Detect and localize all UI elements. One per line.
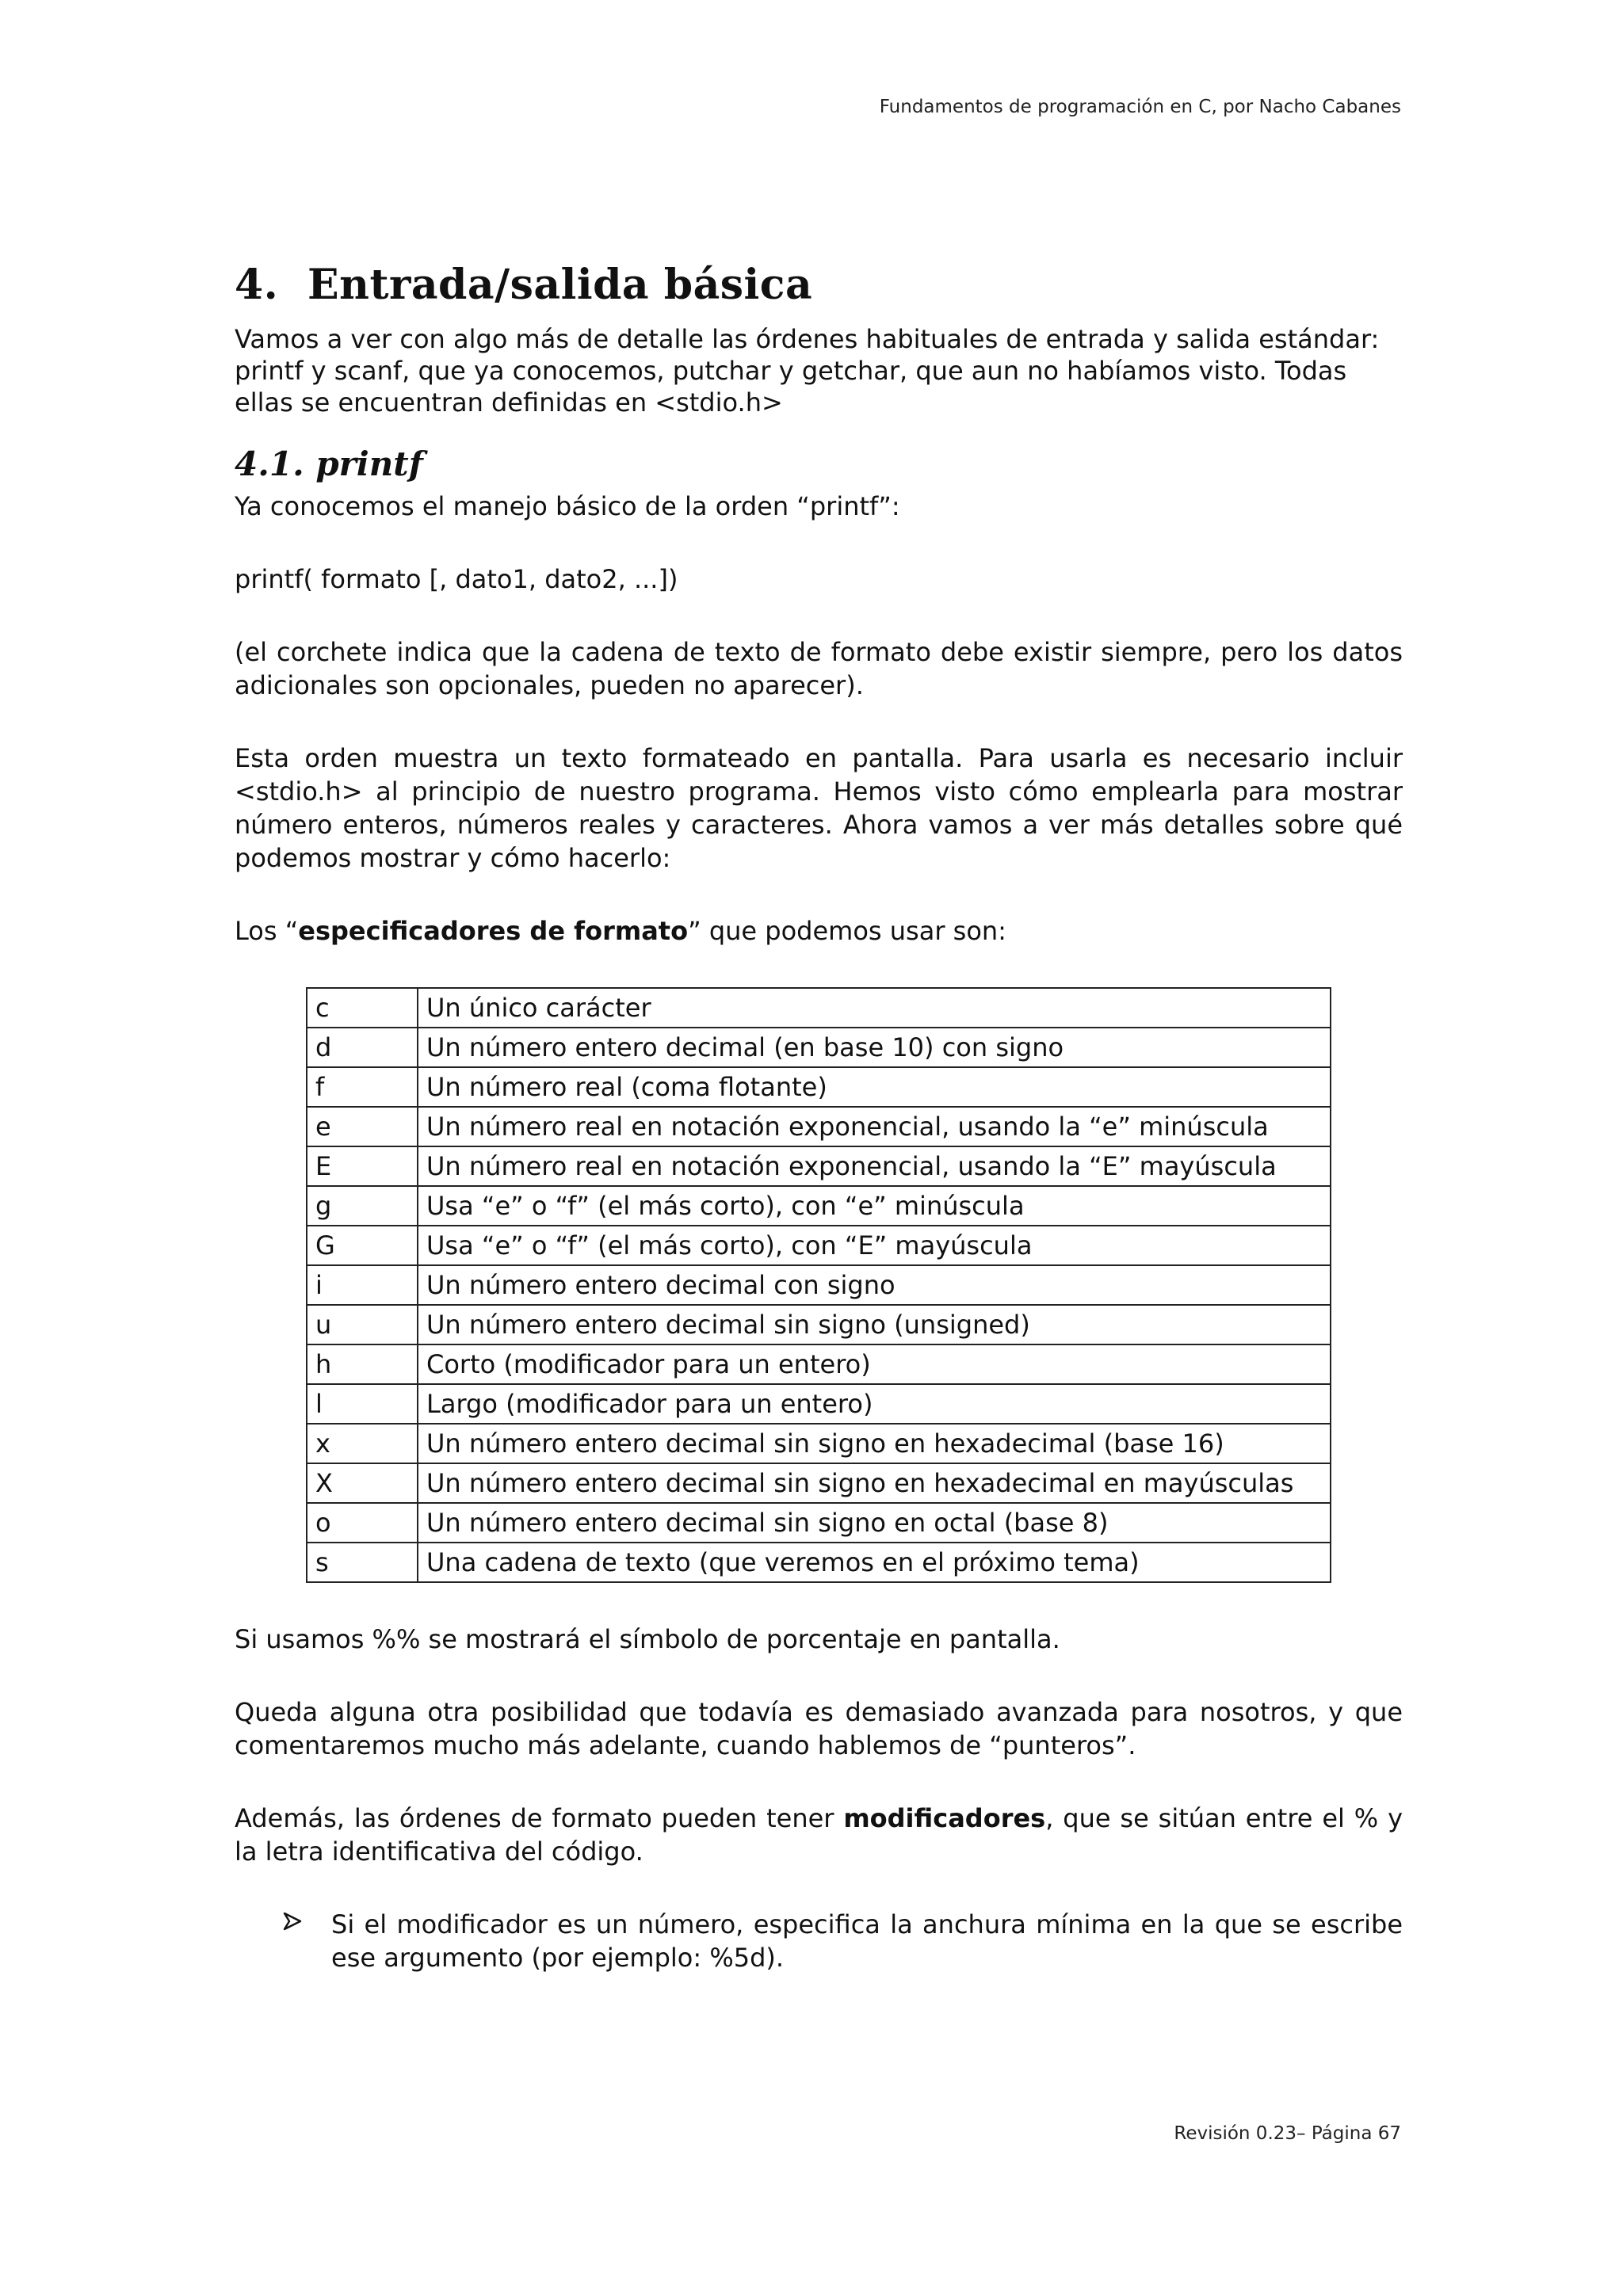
table-row bbox=[307, 1226, 1331, 1265]
specifier-description: Corto (modificador para un entero) bbox=[418, 1344, 1331, 1384]
table-row bbox=[307, 1067, 1331, 1107]
specifier-code: c bbox=[307, 988, 418, 1028]
table-row bbox=[307, 1107, 1331, 1146]
chapter-number: 4. bbox=[235, 261, 279, 309]
specifier-description: Un número entero decimal sin signo en octal (base 8) bbox=[418, 1503, 1331, 1543]
table-row bbox=[307, 988, 1331, 1028]
table-row bbox=[307, 1424, 1331, 1463]
printf-syntax: printf( formato [, dato1, dato2, ...]) bbox=[235, 564, 678, 595]
specifier-description: Un número real en notación exponencial, usando la “E” mayúscula bbox=[418, 1146, 1331, 1186]
table-row bbox=[307, 1305, 1331, 1344]
table-row bbox=[307, 1265, 1331, 1305]
text-fragment: Los “ bbox=[235, 916, 299, 947]
paragraph-pointers: Queda alguna otra posibilidad que todavía es demasiado avanzada para nosotros, y que comentaremos mucho más adelante, cuando hablemos de “punteros”. bbox=[235, 1697, 1403, 1761]
specifier-description: Largo (modificador para un entero) bbox=[418, 1384, 1331, 1424]
specifier-code: l bbox=[307, 1384, 418, 1424]
format-specifiers-table bbox=[306, 987, 1331, 1583]
paragraph-modifiers bbox=[235, 1802, 1403, 1868]
specifier-description: Usa “e” o “f” (el más corto), con “e” minúscula bbox=[418, 1186, 1331, 1226]
specifier-code: X bbox=[307, 1463, 418, 1503]
specifier-description: Un número entero decimal sin signo en hexadecimal en mayúsculas bbox=[418, 1463, 1331, 1503]
specifier-code: o bbox=[307, 1503, 418, 1543]
table-row bbox=[307, 1463, 1331, 1503]
chapter-heading bbox=[235, 261, 1403, 309]
running-footer: Revisión 0.23– Página 67 bbox=[1174, 2123, 1401, 2144]
specifier-description: Un número entero decimal sin signo en hexadecimal (base 16) bbox=[418, 1424, 1331, 1463]
bullet-item bbox=[235, 1908, 1403, 1974]
table-row bbox=[307, 1028, 1331, 1067]
specifier-description: Un número real (coma flotante) bbox=[418, 1067, 1331, 1107]
arrow-bullet-icon-svg bbox=[282, 1911, 303, 1932]
table-row bbox=[307, 1503, 1331, 1543]
specifier-code: u bbox=[307, 1305, 418, 1344]
paragraph-specifiers-intro bbox=[235, 914, 1403, 948]
specifier-description: Usa “e” o “f” (el más corto), con “E” mayúscula bbox=[418, 1226, 1331, 1265]
running-header: Fundamentos de programación en C, por Nacho Cabanes bbox=[879, 97, 1401, 117]
specifier-description: Un número entero decimal con signo bbox=[418, 1265, 1331, 1305]
text-fragment: , que se sitúan entre el % y la letra identificativa del código. bbox=[235, 1803, 1403, 1867]
specifier-code: d bbox=[307, 1028, 418, 1067]
specifier-code: E bbox=[307, 1146, 418, 1186]
specifier-code: g bbox=[307, 1186, 418, 1226]
arrow-bullet-icon bbox=[282, 1908, 331, 1974]
specifier-description: Un número real en notación exponencial, usando la “e” minúscula bbox=[418, 1107, 1331, 1146]
specifier-description: Un único carácter bbox=[418, 988, 1331, 1028]
specifier-description: Una cadena de texto (que veremos en el próximo tema) bbox=[418, 1543, 1331, 1582]
bullet-text: Si el modificador es un número, especifica la anchura mínima en la que se escribe ese argumento (por ejemplo: %5d). bbox=[331, 1909, 1403, 1974]
table-row bbox=[307, 1146, 1331, 1186]
text-fragment: ” que podemos usar son: bbox=[688, 916, 1006, 947]
bold-term: especificadores de formato bbox=[298, 916, 689, 947]
specifier-description: Un número entero decimal (en base 10) con signo bbox=[418, 1028, 1331, 1067]
text-fragment: Además, las órdenes de formato pueden tener bbox=[235, 1803, 844, 1834]
format-specifiers-body bbox=[307, 988, 1331, 1582]
paragraph-bracket-note: (el corchete indica que la cadena de texto de formato debe existir siempre, pero los datos adicionales son opcionales, pueden no aparecer). bbox=[235, 637, 1403, 701]
chapter-title: Entrada/salida básica bbox=[307, 261, 813, 309]
table-row bbox=[307, 1186, 1331, 1226]
paragraph-printf-description: Esta orden muestra un texto formateado en pantalla. Para usarla es necesario incluir <stdio.h> al principio de nuestro programa. Hemos visto cómo emplearla para mostrar número enteros, números reales y caracteres. Ahora vamos a ver más detalles sobre qué podemos mostrar y cómo hacerlo: bbox=[235, 743, 1403, 874]
table-row bbox=[307, 1384, 1331, 1424]
specifier-code: x bbox=[307, 1424, 418, 1463]
section-heading: 4.1. printf bbox=[235, 444, 423, 483]
page-content bbox=[235, 261, 1403, 1974]
table-row bbox=[307, 1344, 1331, 1384]
specifier-code: f bbox=[307, 1067, 418, 1107]
specifier-code: G bbox=[307, 1226, 418, 1265]
specifier-code: i bbox=[307, 1265, 418, 1305]
table-row bbox=[307, 1543, 1331, 1582]
specifier-code: h bbox=[307, 1344, 418, 1384]
paragraph-printf-known: Ya conocemos el manejo básico de la orden “printf”: bbox=[235, 491, 900, 522]
intro-paragraph: Vamos a ver con algo más de detalle las órdenes habituales de entrada y salida estándar: printf y scanf, que ya conocemos, putchar y getchar, que aun no habíamos visto. Todas ellas se encuentran definidas en <stdio.h> bbox=[235, 323, 1380, 418]
specifier-description: Un número entero decimal sin signo (unsigned) bbox=[418, 1305, 1331, 1344]
paragraph-percent: Si usamos %% se mostrará el símbolo de porcentaje en pantalla. bbox=[235, 1624, 1060, 1655]
specifier-code: e bbox=[307, 1107, 418, 1146]
bold-term: modificadores bbox=[843, 1803, 1046, 1834]
specifier-code: s bbox=[307, 1543, 418, 1582]
